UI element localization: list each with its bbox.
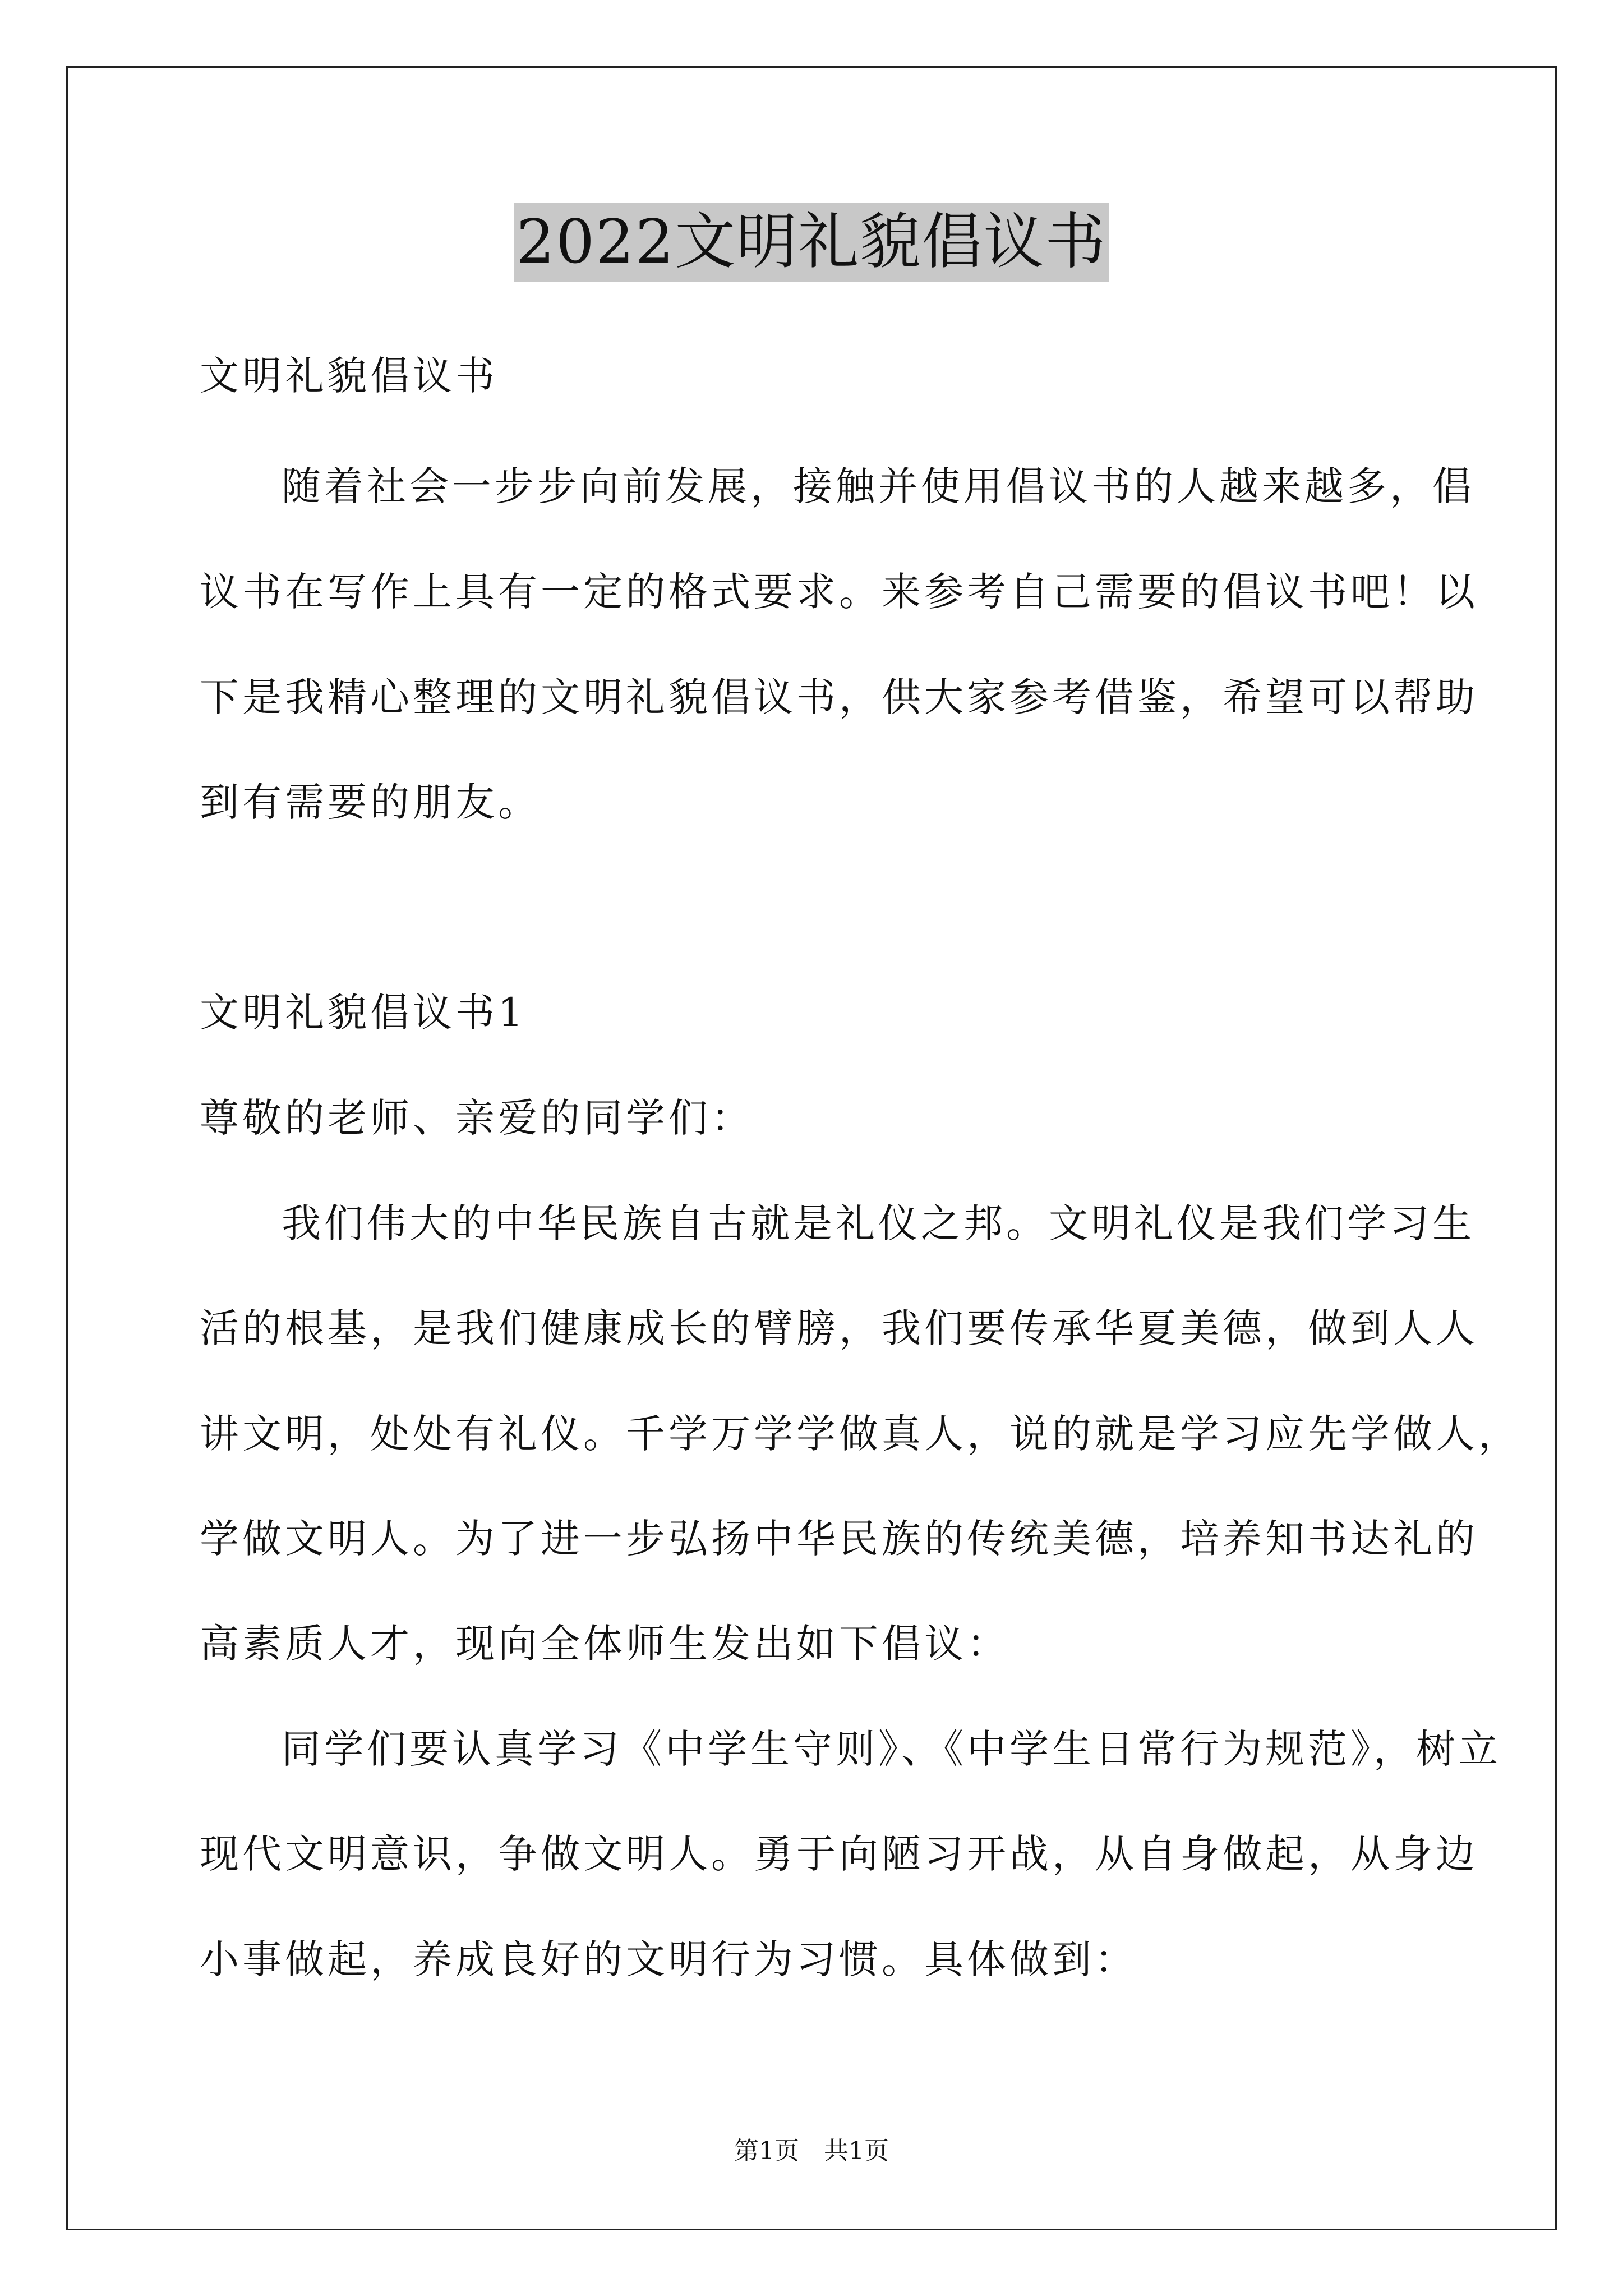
paragraph-line: 现代文明意识，争做文明人。勇于向陋习开战，从自身做起，从身边 [200, 1831, 1478, 1877]
paragraph-line: 讲文明，处处有礼仪。千学万学学做真人，说的就是学习应先学做人， [200, 1411, 1521, 1457]
title-container [0, 203, 1623, 282]
paragraph-line: 小事做起，养成良好的文明行为习惯。具体做到： [200, 1936, 1137, 1982]
paragraph-line: 下是我精心整理的文明礼貌倡议书，供大家参考借鉴，希望可以帮助 [200, 674, 1478, 720]
salutation: 尊敬的老师、亲爱的同学们： [200, 1095, 754, 1141]
document-title: 2022文明礼貌倡议书 [514, 203, 1109, 282]
paragraph-line: 学做文明人。为了进一步弘扬中华民族的传统美德，培养知书达礼的 [200, 1516, 1478, 1562]
paragraph-line: 活的根基，是我们健康成长的臂膀，我们要传承华夏美德，做到人人 [200, 1305, 1478, 1351]
page-footer: 第1页 共1页 [734, 2137, 889, 2165]
section-heading: 文明礼貌倡议书1 [200, 990, 527, 1036]
paragraph-line: 随着社会一步步向前发展，接触并使用倡议书的人越来越多，倡 [282, 463, 1475, 509]
section-heading: 文明礼貌倡议书 [200, 353, 498, 399]
paragraph-line: 同学们要认真学习《中学生守则》、《中学生日常行为规范》，树立 [282, 1726, 1501, 1772]
paragraph-line: 高素质人才，现向全体师生发出如下倡议： [200, 1621, 1009, 1667]
paragraph-line: 我们伟大的中华民族自古就是礼仪之邦。文明礼仪是我们学习生 [282, 1200, 1475, 1246]
paragraph-line: 到有需要的朋友。 [200, 779, 541, 825]
paragraph-line: 议书在写作上具有一定的格式要求。来参考自己需要的倡议书吧！以 [200, 569, 1478, 615]
